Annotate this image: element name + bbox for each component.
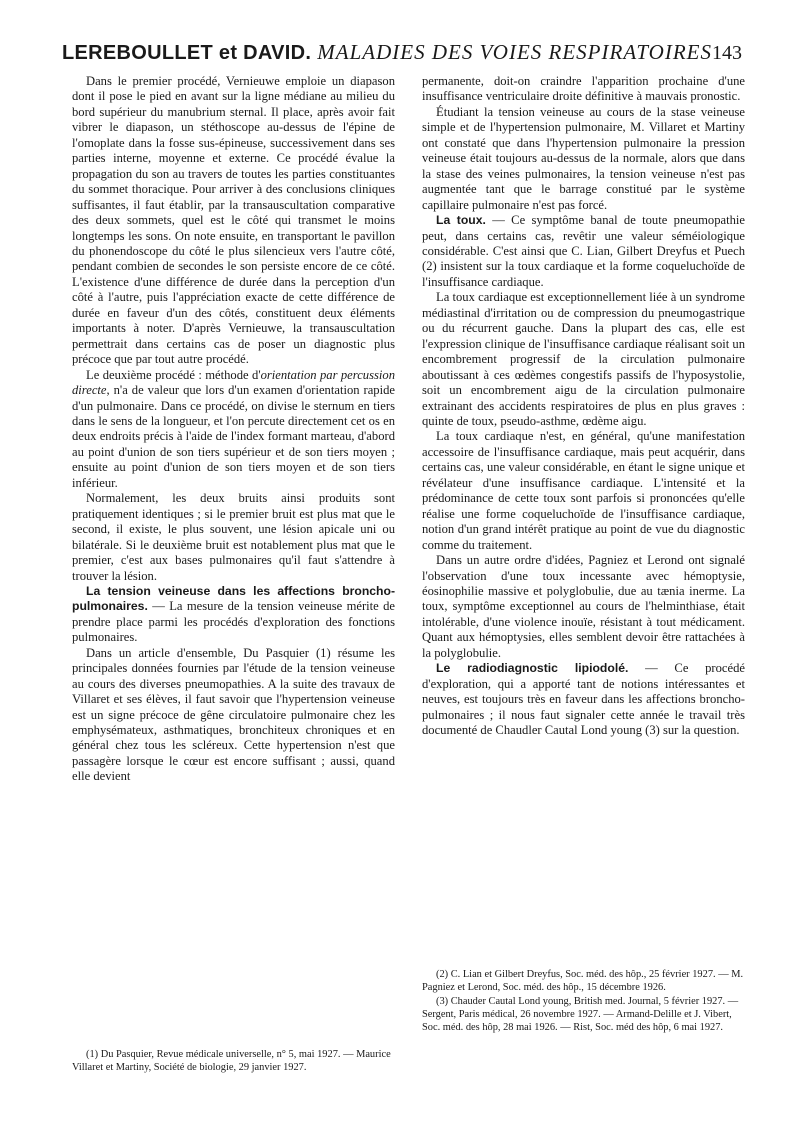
footnote: (1) Du Pasquier, Revue médicale universelle, n° 5, mai 1927. — Maurice Villaret et Martiny, Société de biologie, 29 janvier 1927.: [72, 1049, 391, 1074]
paragraph: [72, 646, 395, 785]
section-heading: La tension veineuse dans les affections broncho-pulmonaires.: [72, 583, 395, 614]
paragraph: [72, 491, 395, 584]
paragraph: [422, 105, 745, 213]
paragraph: [422, 429, 745, 553]
footnotes-left: [72, 1048, 395, 1075]
section-heading: Le radiodiagnostic lipiodolé.: [436, 661, 629, 676]
header-title: MALADIES DES VOIES RESPIRATOIRES: [317, 40, 712, 64]
paragraph: La tension veineuse dans les affections broncho-pulmonaires. — La mesure de la tension veineuse mérite de prendre place parmi les procédés d'exploration des fonctions pulmonaires.: [72, 583, 395, 645]
right-column: [422, 74, 745, 738]
paragraph: La toux. — Ce symptôme banal de toute pneumopathie peut, dans certains cas, revêtir une valeur séméiologique considérable. C'est ainsi que C. Lian, Gilbert Dreyfus et Puech (2) insistent sur la toux cardiaque et la forme coqueluchoïde de l'insuffisance cardiaque.: [422, 213, 745, 289]
paragraph-text: Dans un article d'ensemble, Du Pasquier (1) résume les principales données fournies par l'étude de la tension veineuse au cours des diverses pneumopathies. A la suite des travaux de Villaret et ses élèves, il faut savoir que l'hypertension veineuse est un signe précoce de gêne circulatoire pulmonaire chez les emphysémateux, asthmatiques, bronchiteux chroniques et en général chez tous les scléreux. Cette hypertension n'est que passagère lorsque le cœur est encore suffisant ; aussi, quand elle devient: [72, 645, 395, 784]
paragraph-text: Normalement, les deux bruits ainsi produits sont pratiquement identiques ; si le premier bruit est plus mat que le second, il existe, le plus souvent, une lésion apicale uni ou bilatérale. Si le deuxième bruit est notablement plus mat que le premier, c'est aux bases pulmonaires qu'il faut s'attendre à trouver la lésion.: [72, 491, 395, 583]
page-number: 143: [712, 42, 742, 64]
paragraph: Le radiodiagnostic lipiodolé. — Ce procédé d'exploration, qui a apporté tant de notions intéressantes et neuves, est toujours très en faveur dans les affections broncho-pulmonaires ; il nous faut signaler cette année le travail très documenté de Chaudler Cautal Lond young (3) sur la question.: [422, 661, 745, 738]
paragraph-text: Dans un autre ordre d'idées, Pagniez et Lerond ont signalé l'observation d'une toux incessante avec hémoptysie, éosinophilie massive et polyglobulie, due au tænia inerme. La toux, symptôme exceptionnel au cours de l'helminthiase, était intolérable, d'une violence inouïe, résistant à tout médicament. Quant aux hémoptysies, elles semblent devoir être rattachées à la polyglobulie.: [422, 553, 745, 660]
footnotes-right: [422, 968, 745, 1034]
paragraph-text: La toux cardiaque est exceptionnellement liée à un syndrome médiastinal d'irritation ou de compression du pneumogastrique ou du récurrent gauche. Dans la plupart des cas, elle est l'expression clinique de l'insuffisance cardiaque réalisant soit un encombrement progressif de la circulation pulmonaire aboutissant à ces œdèmes congestifs passifs de l'hyposystolie, soit un encombrement aigu de la circulation pulmonaire extrainant des accidents respiratoires de plus en plus graves : quinte de toux, pseudo-asthme, œdème aigu.: [422, 290, 745, 428]
paragraph: Le deuxième procédé : méthode d'orientation par percussion directe, n'a de valeur que lors d'un examen d'orientation rapide d'un pulmonaire. Dans ce procédé, on divise le sternum en tiers dans le sens de la longueur, et l'on percute directement cet os en deux endroits précis à l'aide de l'index formant marteau, d'abord au point d'union de son tiers supérieur et de son tiers moyen ; ensuite au point d'union de son tiers moyen et de son tiers inférieur.: [72, 367, 395, 490]
paragraph-text: Étudiant la tension veineuse au cours de la stase veineuse simple et de l'hypertension pulmonaire, M. Villaret et Martiny ont constaté que dans l'hypertension pulmonaire la pression veineuse était toujours au-dessus de la normale, alors que dans la stase des veines pulmonaires, la tension veineuse n'est pas augmentée tant que le barrage constitué par le système capillaire pulmonaire n'est pas forcé.: [422, 104, 745, 212]
paragraph: [422, 553, 745, 661]
header-authors: LEREBOULLET et DAVID.: [62, 42, 312, 64]
paragraph: [72, 74, 395, 368]
left-column: [72, 74, 395, 785]
italic-term: orientation par percussion directe: [72, 367, 395, 398]
paragraph-text: Dans le premier procédé, Vernieuwe emploie un diapason dont il pose le pied en avant sur la ligne médiane au milieu du bord supérieur du manubrium sternal. Il place, après avoir fait vibrer le diapason, un stéthoscope au-dessus de l'épine de l'omoplate dans la fosse sus-épineuse, successivement dans ses parties interne, moyenne et externe. Ce procédé évalue la propagation du son au travers de toutes les parties constituantes du sommet thoracique. Pour arriver à des conclusions cliniques suffisantes, il faut établir, par la transauscultation comparative des deux sommets, quel est le côté qui transmet le moins longtemps les sons. On note ensuite, en transportant le pavillon du phonendoscope du côté le plus silencieux vers l'autre côté, pendant combien de secondes le son persiste encore de ce côté. L'existence d'une différence de durée dans la perception d'un côté à l'autre, puis l'appréciation exacte de cette différence de durée en faveur d'un des côtés, constituent deux éléments importants à noter. D'après Vernieuwe, la transauscultation permettrait dans certains cas de poser un diagnostic plus précoce que par tout autre procédé.: [72, 74, 395, 367]
paragraph: [422, 74, 745, 105]
section-heading: La toux.: [436, 213, 486, 228]
paragraph-text: permanente, doit-on craindre l'apparition prochaine d'une insuffisance ventriculaire droite définitive à mauvais pronostic.: [422, 74, 745, 104]
running-header: [62, 40, 742, 70]
paragraph-text: La toux cardiaque n'est, en général, qu'une manifestation accessoire de l'insuffisance cardiaque, mais peut acquérir, dans certains cas, une valeur considérable, en étant le signe unique et révélateur d'une insuffisance cardiaque. L'intensité et la prédominance de cette toux sont parfois si prononcées qu'elle réalise une forme coqueluchoïde de l'insuffisance cardiaque, notion d'un grand intérêt pratique au point de vue du diagnostic comme du traitement.: [422, 429, 745, 552]
paragraph: [422, 290, 745, 429]
footnote: (3) Chauder Cautal Lond young, British med. Journal, 5 février 1927. — Sergent, Paris médical, 26 novembre 1927. — Armand-Delille et J. Vibert, Soc. méd. des hôp, 28 mai 1926. — Rist, Soc. méd des hôp, 6 mai 1927.: [422, 995, 739, 1034]
footnote: (2) C. Lian et Gilbert Dreyfus, Soc. méd. des hôp., 25 février 1927. — M. Pagniez et Lerond, Soc. méd. des hôp., 15 décembre 1926.: [422, 969, 744, 994]
